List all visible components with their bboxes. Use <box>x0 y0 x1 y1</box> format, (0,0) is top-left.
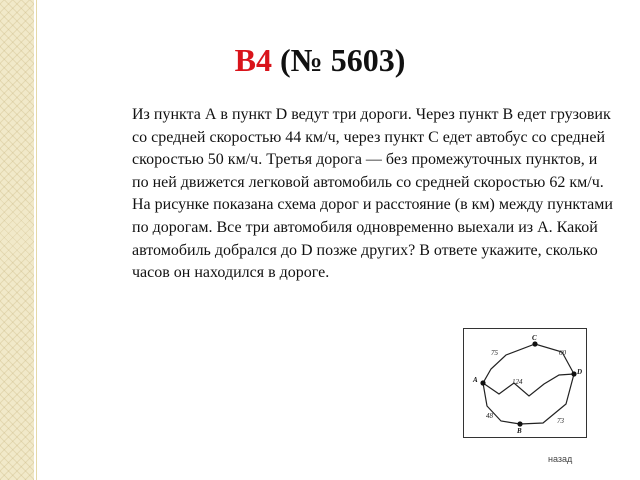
problem-text: Из пункта А в пункт D ведут три дороги. Через пункт В едет грузовик со средней скоростью 44 км/ч, через пункт С едет автобус со средней скоростью 50 км/ч. Третья дорога — без промежуточных пунктов, и по ней движется легковой автомобиль со средней скоростью 62 км/ч. На рисунке показана схема дорог и расстояние (в км) между пунктами по дорогам. Все три автомобиля одновременно выехали из А. Какой автомобиль добрался до D позже других? В ответе укажите, сколько часов он находился в дороге. <box>132 106 613 282</box>
point-a <box>480 380 485 385</box>
point-b <box>517 421 522 426</box>
label-point-d: D <box>577 368 583 376</box>
task-number: (№ 5603) <box>279 42 406 78</box>
label-point-b: B <box>517 427 522 435</box>
distance-a-c: 75 <box>491 349 498 357</box>
point-c <box>532 341 537 346</box>
label-point-c: C <box>532 334 537 342</box>
back-link[interactable]: назад <box>548 454 573 464</box>
road-diagram-svg <box>464 329 586 437</box>
road-diagram <box>463 328 587 438</box>
label-point-a: A <box>473 376 478 384</box>
slide-title <box>0 42 640 79</box>
distance-c-d: 60 <box>559 349 566 357</box>
road-a-d-direct <box>483 374 574 396</box>
distance-a-d: 124 <box>512 378 523 386</box>
point-d <box>571 371 576 376</box>
task-code: В4 <box>234 42 272 78</box>
distance-b-d: 73 <box>557 417 564 425</box>
distance-a-b: 48 <box>486 412 493 420</box>
